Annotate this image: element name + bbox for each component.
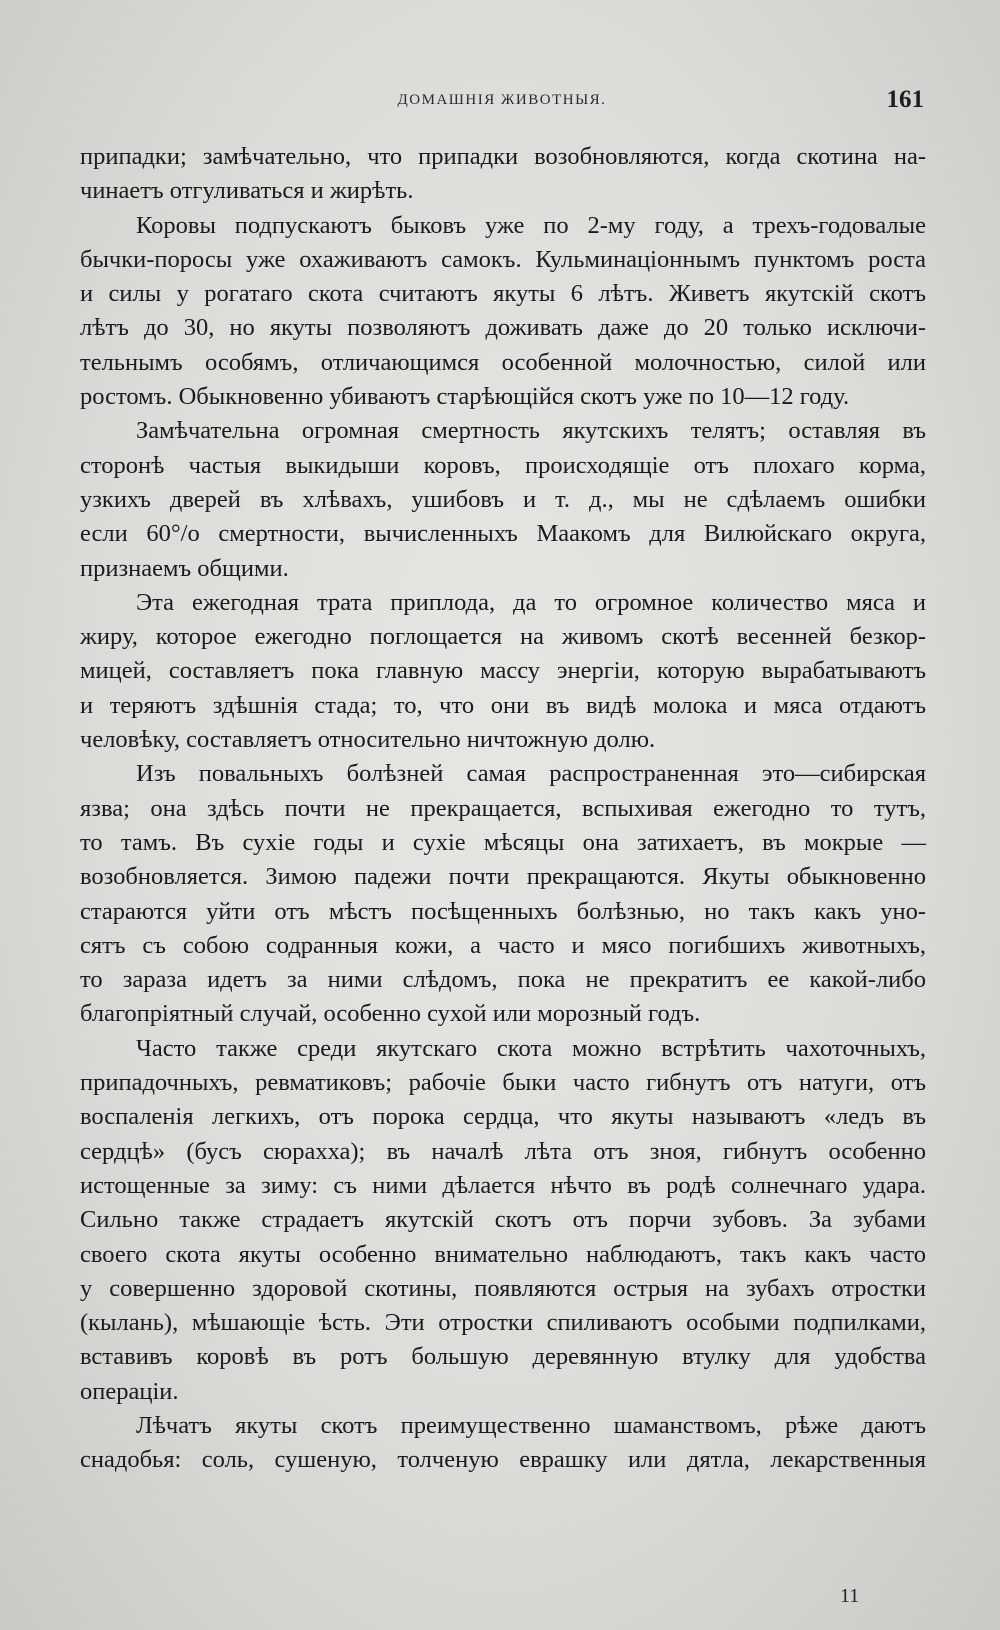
text-line: ростомъ. Обыкновенно убиваютъ старѣющійся скотъ уже по 10—12 году.: [80, 383, 850, 411]
running-head: ДОМАШНІЯ ЖИВОТНЫЯ.: [397, 92, 607, 108]
text-line: чинаетъ отгуливаться и жирѣть.: [80, 177, 414, 205]
text-line: вставивъ коровѣ въ ротъ большую деревянную втулку для удобства: [80, 1343, 926, 1371]
text-line: (кылань), мѣшающіе ѣсть. Эти отростки спиливаютъ особыми подпилками,: [80, 1309, 926, 1337]
text-line: сторонѣ частыя выкидыши коровъ, происходящіе отъ плохаго корма,: [80, 451, 926, 479]
text-line: своего скота якуты особенно внимательно наблюдаютъ, такъ какъ часто: [80, 1240, 926, 1268]
text-line: лѣтъ до 30, но якуты позволяютъ доживать даже до 20 только исключи-: [80, 314, 926, 342]
text-line: жиру, которое ежегодно поглощается на живомъ скотѣ весенней безкор-: [80, 623, 926, 651]
text-line: то зараза идетъ за ними слѣдомъ, пока не прекратитъ ее какой-либо: [80, 966, 926, 994]
text-line: и силы у рогатаго скота считаютъ якуты 6 лѣтъ. Живетъ якутскій скотъ: [80, 280, 926, 308]
page-header: [80, 86, 924, 116]
text-line: сердцѣ» (бусъ сюрахха); въ началѣ лѣта отъ зноя, гибнутъ особенно: [80, 1137, 926, 1165]
text-line: бычки-поросы уже охаживаютъ самокъ. Кульминаціоннымъ пунктомъ роста: [80, 245, 926, 273]
page-number: 161: [886, 86, 924, 113]
text-line: у совершенно здоровой скотины, появляются острыя на зубахъ отростки: [80, 1274, 926, 1302]
text-line: припадочныхъ, ревматиковъ; рабочіе быки часто гибнутъ отъ натуги, отъ: [80, 1069, 926, 1097]
text-line: воспаленія легкихъ, отъ порока сердца, что якуты называютъ «ледъ въ: [80, 1103, 926, 1131]
text-line: возобновляется. Зимою падежи почти прекращаются. Якуты обыкновенно: [80, 863, 926, 891]
text-line: мицей, составляетъ пока главную массу энергіи, которую вырабатываютъ: [80, 657, 926, 685]
text-line: припадки; замѣчательно, что припадки возобновляются, когда скотина на-: [80, 143, 926, 170]
text-line: Сильно также страдаетъ якутскій скотъ отъ порчи зубовъ. За зубами: [80, 1206, 926, 1234]
body-text: [80, 140, 926, 1478]
text-line: сятъ съ собою содранныя кожи, а часто и мясо погибшихъ животныхъ,: [80, 931, 926, 959]
text-line: Лѣчатъ якуты скотъ преимущественно шаманствомъ, рѣже даютъ: [136, 1411, 926, 1439]
text-line: благопріятный случай, особенно сухой или морозный годъ.: [80, 1000, 701, 1028]
text-line: Коровы подпускаютъ быковъ уже по 2-му году, а трехъ-годовалые: [136, 211, 926, 239]
text-line: снадобья: соль, сушеную, толченую еврашку или дятла, лекарственныя: [80, 1446, 926, 1474]
text-line: тельнымъ особямъ, отличающимся особенной молочностью, силой или: [80, 348, 926, 376]
text-line: и теряютъ здѣшнія стада; то, что они въ видѣ молока и мяса отдаютъ: [80, 691, 926, 719]
text-line: человѣку, составляетъ относительно ничтожную долю.: [80, 726, 656, 754]
text-line: Эта ежегодная трата приплода, да то огромное количество мяса и: [136, 588, 926, 616]
text-line: Часто также среди якутскаго скота можно встрѣтить чахоточныхъ,: [136, 1034, 926, 1062]
text-line: операціи.: [80, 1377, 179, 1405]
text-line: стараются уйти отъ мѣстъ посѣщенныхъ болѣзнью, но такъ какъ уно-: [80, 897, 926, 925]
text-line: Замѣчательна огромная смертность якутскихъ телятъ; оставляя въ: [136, 417, 926, 445]
text-line: то тамъ. Въ сухіе годы и сухіе мѣсяцы она затихаетъ, въ мокрые —: [80, 828, 926, 856]
text-line: если 60°/o смертности, вычисленныхъ Маакомъ для Вилюйскаго округа,: [80, 520, 926, 548]
printer-signature: 11: [840, 1585, 860, 1607]
text-line: Изъ повальныхъ болѣзней самая распространенная это—сибирская: [136, 760, 926, 788]
text-line: истощенные за зиму: съ ними дѣлается нѣчто въ родѣ солнечнаго удара.: [80, 1171, 926, 1199]
text-line: узкихъ дверей въ хлѣвахъ, ушибовъ и т. д., мы не сдѣлаемъ ошибки: [80, 485, 926, 513]
text-line: язва; она здѣсь почти не прекращается, вспыхивая ежегодно то тутъ,: [80, 794, 926, 822]
text-line: признаемъ общими.: [80, 554, 289, 582]
